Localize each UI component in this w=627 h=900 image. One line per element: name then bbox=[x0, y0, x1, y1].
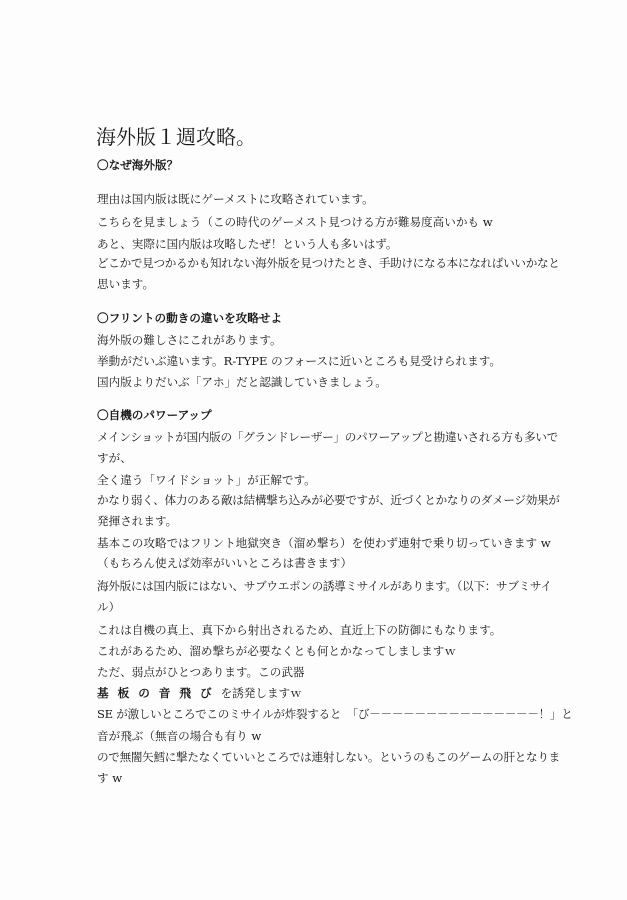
paragraph-line: 全く違う「ワイドショット」が正解です。 bbox=[97, 473, 316, 487]
paragraph-line: 基本この攻略ではフリント地獄突き（溜め撃ち）を使わず連射で乗り切っていきます w bbox=[97, 536, 551, 550]
paragraph-line: どこかで見つかるかも知れない海外版を見つけたとき、手助けになる本になればいいかなと bbox=[97, 256, 560, 270]
paragraph-line: 音が飛ぶ（無音の場合も有り w bbox=[97, 729, 262, 743]
paragraph-line: ただ、弱点がひとつあります。この武器 bbox=[97, 665, 305, 679]
paragraph-line: ので無闇矢鱈に撃たなくていいところでは連射しない。というのもこのゲームの肝となりま bbox=[97, 750, 560, 764]
emphasis-text: 基板の音飛び bbox=[97, 686, 221, 700]
emphasis-tail: を誘発しますｗ bbox=[220, 686, 302, 700]
paragraph-line: 国内版よりだいぶ「アホ」だと認識していきましょう。 bbox=[97, 375, 387, 389]
paragraph-line: 挙動がだいぶ違います。R-TYPE のフォースに近いところも見受けられます。 bbox=[97, 354, 501, 368]
paragraph-line: これがあるため、溜め撃ちが必要なくとも何とかなってしましますｗ bbox=[97, 644, 456, 658]
paragraph-line: すが、 bbox=[97, 451, 132, 465]
emphasis-line bbox=[97, 685, 302, 701]
paragraph-line: ル） bbox=[97, 600, 121, 614]
section-heading: 〇なぜ海外版？ bbox=[97, 158, 179, 172]
section-heading: 〇フリントの動きの違いを攻略せよ bbox=[97, 311, 283, 325]
paragraph-line: こちらを見ましょう（この時代のゲーメスト見つける方が難易度高いかも w bbox=[97, 215, 493, 229]
paragraph-line: SE が激しいところでこのミサイルが炸裂すると 「び－－－－－－－－－－－－－－－！」と bbox=[97, 707, 573, 721]
paragraph-line: 海外版の難しさにこれがあります。 bbox=[97, 333, 282, 347]
paragraph-line: かなり弱く、体力のある敵は結構撃ち込みが必要ですが、近づくとかなりのダメージ効果が bbox=[97, 493, 560, 507]
paragraph-line: す w bbox=[97, 771, 123, 785]
paragraph-line: メインショットが国内版の「グランドレーザー」のパワーアップと勘違いされる方も多いで bbox=[97, 430, 558, 444]
paragraph-line: 思います。 bbox=[97, 277, 155, 291]
paragraph-line: （もちろん使えば効率がいいところは書きます） bbox=[97, 556, 353, 570]
paragraph-line: 理由は国内版は既にゲーメストに攻略されています。 bbox=[97, 192, 374, 206]
paragraph-line: 海外版には国内版にはない、サブウエポンの誘導ミサイルがあります。（以下：サブミサイ bbox=[97, 579, 552, 593]
paragraph-line: これは自機の真上、真下から射出されるため、直近上下の防御にもなります。 bbox=[97, 623, 502, 637]
paragraph-line: 発揮されます。 bbox=[97, 514, 178, 528]
paragraph-line: あと、実際に国内版は攻略したぜ！という人も多いはず。 bbox=[97, 237, 398, 251]
section-heading: 〇自機のパワーアップ bbox=[97, 408, 212, 422]
page-title: 海外版１週攻略。 bbox=[96, 125, 256, 149]
